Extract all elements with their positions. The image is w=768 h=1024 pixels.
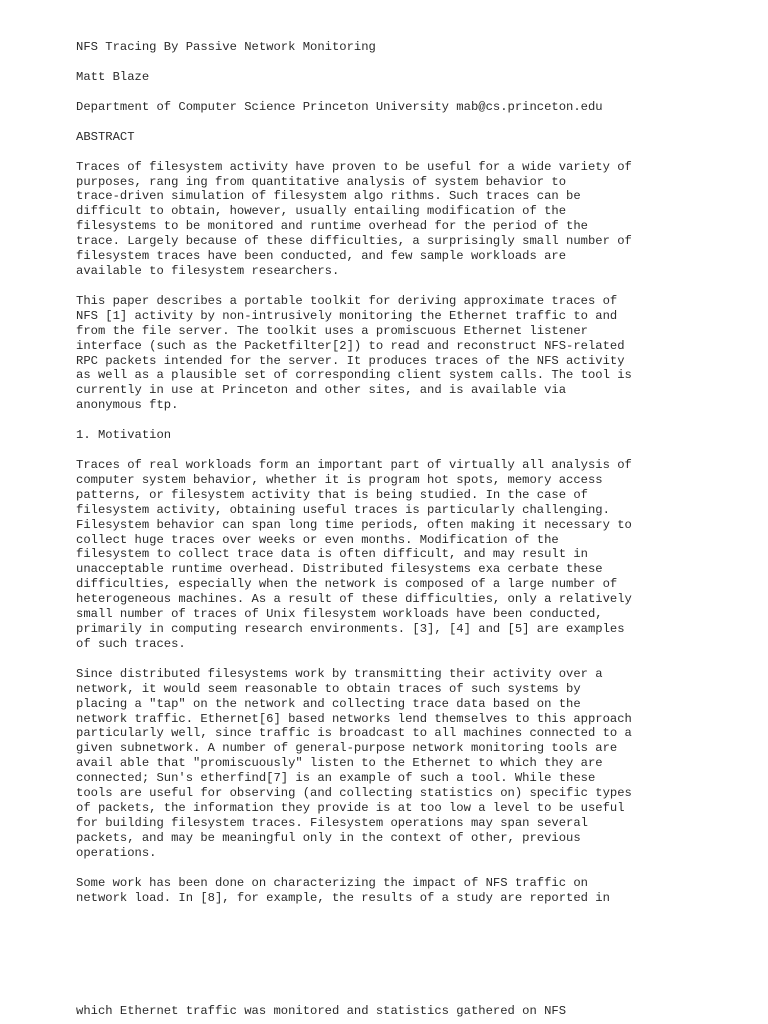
motivation-paragraph-3: Some work has been done on characterizing the impact of NFS traffic on network load. In [8], for example, the results of a study are reported in [76, 875, 610, 905]
spacer [76, 861, 736, 876]
author-name: Matt Blaze [76, 69, 150, 84]
spacer [76, 115, 736, 130]
spacer [76, 55, 736, 70]
paper-title: NFS Tracing By Passive Network Monitoring [76, 40, 376, 54]
spacer [76, 413, 736, 428]
spacer [76, 279, 736, 294]
abstract-paragraph-2: This paper describes a portable toolkit for deriving approximate traces of NFS [1] activity by non-intrusively monitoring the Ethernet traffic to and from the file server. The toolkit uses a promiscuous Ethernet listener interface (such as the Packetfilter[2]) to read and reconstruct NFS-related RPC packets intended for the server. It produces traces of the NFS activity as well as a plausible set of corresponding client system calls. The tool is currently in use at Princeton and other sites, and is available via anonymous ftp. [76, 293, 632, 413]
spacer [76, 145, 736, 160]
motivation-paragraph-2: Since distributed filesystems work by transmitting their activity over a network, it would seem reasonable to obtain traces of such systems by placing a "tap" on the network and collecting trace data based on the network traffic. Ethernet[6] based networks lend themselves to this approach particularly well, since traffic is broadcast to all machines connected to a given subnetwork. A number of general-purpose network monitoring tools are avail able that "promiscuously" listen to the Ethernet to which they are connected; Sun's etherfind[7] is an example of such a tool. While these tools are useful for observing (and collecting statistics on) specific types of packets, the information they provide is at too low a level to be useful for building filesystem traces. Filesystem operations may span several packets, and may be meaningful only in the context of other, previous operations. [76, 666, 632, 860]
spacer [76, 652, 736, 667]
paper-body [76, 40, 736, 905]
motivation-paragraph-1: Traces of real workloads form an important part of virtually all analysis of computer system behavior, whether it is program hot spots, memory access patterns, or filesystem activity that is being studied. In the case of filesystem activity, obtaining useful traces is particularly challenging. Filesystem behavior can span long time periods, often making it necessary to collect huge traces over weeks or even months. Modification of the filesystem to collect trace data is often difficult, and may result in unacceptable runtime overhead. Distributed filesystems exa cerbate these difficulties, especially when the network is composed of a large number of heterogeneous machines. As a result of these difficulties, only a relatively small number of traces of Unix filesystem workloads have been conducted, primarily in computing research environments. [3], [4] and [5] are examples of such traces. [76, 458, 632, 651]
author-affiliation: Department of Computer Science Princeton University mab@cs.princeton.edu [76, 99, 603, 114]
abstract-paragraph-1: Traces of filesystem activity have proven to be useful for a wide variety of purposes, rang ing from quantitative analysis of system behavior to trace-driven simulation of filesystem algo rithms. Such traces can be difficult to obtain, however, usually entailing modification of the filesystems to be monitored and runtime overhead for the period of the trace. Largely because of these difficulties, a surprisingly small number of filesystem traces have been conducted, and few sample workloads are available to filesystem researchers. [76, 159, 632, 278]
section-heading-motivation: 1. Motivation [76, 428, 172, 443]
spacer [76, 85, 736, 100]
next-page-continuation: which Ethernet traffic was monitored and statistics gathered on NFS [76, 1004, 567, 1018]
abstract-heading: ABSTRACT [76, 129, 135, 144]
spacer [76, 443, 736, 458]
